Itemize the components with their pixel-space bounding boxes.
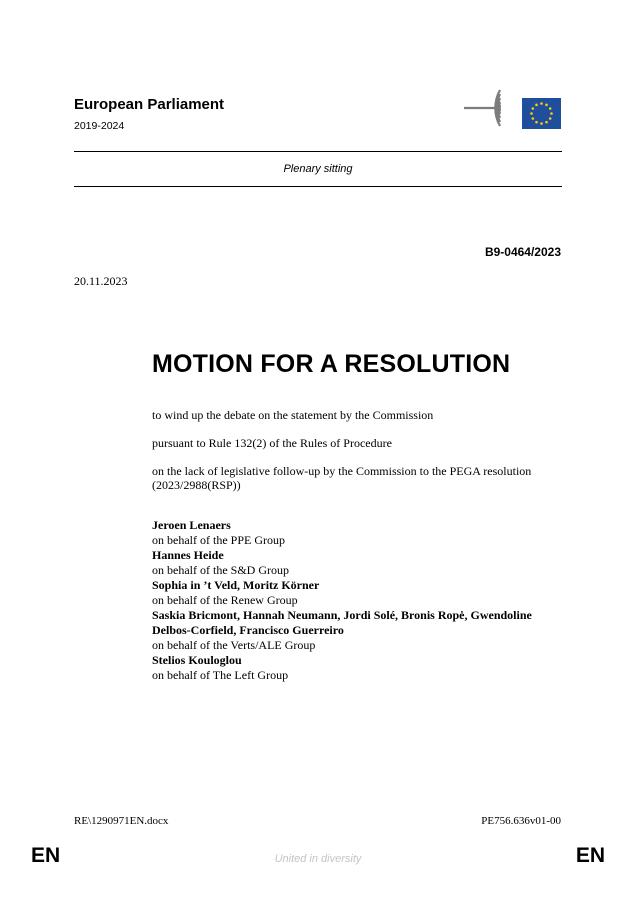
eu-star-icon bbox=[545, 104, 548, 107]
document-date: 20.11.2023 bbox=[74, 274, 128, 288]
author-entry bbox=[152, 608, 564, 653]
author-group: on behalf of the Verts/ALE Group bbox=[152, 638, 316, 652]
language-code-left: EN bbox=[31, 844, 61, 867]
author-group: on behalf of the Renew Group bbox=[152, 593, 298, 607]
author-names: Jeroen Lenaers bbox=[152, 518, 231, 532]
intro-line: pursuant to Rule 132(2) of the Rules of Procedure bbox=[152, 436, 392, 450]
eu-star-icon bbox=[535, 121, 538, 124]
footer-filename: RE\1290971EN.docx bbox=[74, 815, 169, 827]
eu-star-icon bbox=[549, 117, 552, 120]
parliamentary-term: 2019-2024 bbox=[74, 120, 125, 132]
author-names: Sophia in ’t Veld, Moritz Körner bbox=[152, 578, 320, 592]
header-divider-top bbox=[74, 151, 562, 152]
author-names: Saskia Bricmont, Hannah Neumann, Jordi Solé, Bronis Ropė, Gwendoline Delbos-Corfield, Francisco Guerreiro bbox=[152, 608, 532, 637]
eu-star-icon bbox=[545, 121, 548, 124]
header-divider-bottom bbox=[74, 186, 562, 187]
author-names: Stelios Kouloglou bbox=[152, 653, 242, 667]
author-entry bbox=[152, 578, 564, 608]
author-group: on behalf of The Left Group bbox=[152, 668, 289, 682]
author-entry bbox=[152, 653, 564, 683]
author-entry bbox=[152, 518, 564, 548]
eu-star-icon bbox=[549, 107, 552, 110]
eu-star-icon bbox=[532, 117, 535, 120]
author-names: Hannes Heide bbox=[152, 548, 224, 562]
language-code-right: EN bbox=[575, 844, 605, 867]
authors-list bbox=[152, 518, 564, 683]
eu-star-icon bbox=[550, 112, 553, 115]
intro-line: to wind up the debate on the statement by the Commission bbox=[152, 408, 434, 422]
eu-star-icon bbox=[540, 102, 543, 105]
institution-name: European Parliament bbox=[74, 96, 225, 113]
document-title: MOTION FOR A RESOLUTION bbox=[152, 350, 511, 378]
document-reference: B9-0464/2023 bbox=[484, 245, 561, 259]
author-group: on behalf of the S&D Group bbox=[152, 563, 289, 577]
hemicycle-icon bbox=[464, 90, 500, 126]
intro-block bbox=[152, 408, 564, 506]
sitting-label: Plenary sitting bbox=[283, 163, 353, 175]
author-group: on behalf of the PPE Group bbox=[152, 533, 285, 547]
european-parliament-logo bbox=[460, 82, 562, 132]
intro-line: on the lack of legislative follow-up by the Commission to the PEGA resolution (2023/2988(RSP)) bbox=[152, 464, 532, 492]
eu-star-icon bbox=[530, 112, 533, 115]
eu-star-icon bbox=[532, 107, 535, 110]
eu-star-icon bbox=[540, 122, 543, 125]
eu-motto: United in diversity bbox=[274, 853, 362, 865]
author-entry bbox=[152, 548, 564, 578]
footer-pe-number: PE756.636v01-00 bbox=[481, 815, 561, 827]
eu-star-icon bbox=[535, 104, 538, 107]
